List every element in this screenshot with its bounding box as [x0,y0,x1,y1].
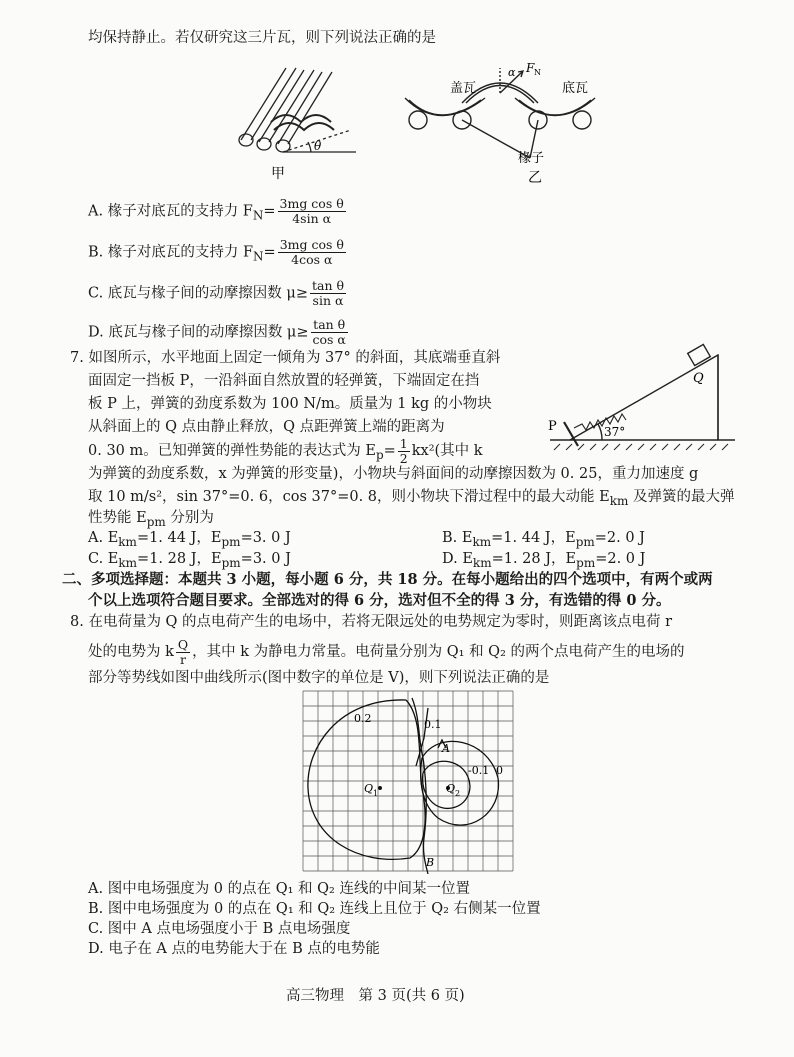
force-label: F [526,61,535,75]
label-q2: Q [446,782,456,795]
q8-option-c: C. 图中 A 点电场强度小于 B 点电场强度 [88,921,351,937]
q6-option-d: D. 底瓦与椽子间的动摩擦因数 μ≥ $\frac{\text{tan θ}}{\text{cos α}}$ [88,317,346,347]
label-point-b: B [426,856,435,869]
q8-option-d: D. 电子在 A 点的电势能大于在 B 点的电势能 [88,941,380,957]
label-zero: 0 [496,764,503,777]
q7-line-3: 板 P 上，弹簧的劲度系数为 100 N/m。质量为 1 kg 的小物块 [88,396,492,412]
figure-jia [226,60,366,185]
label-q1-sub: 1 [373,789,379,798]
q1-point [378,786,382,790]
label-minus-0-1: -0.1 [468,764,490,777]
cover-tile-label: 盖瓦 [450,81,477,96]
label-q1: Q [364,782,374,795]
q7-line-7: 取 10 m/s²，sin 37°=0. 6，cos 37°=0. 8，则小物块下滑过程中的最大动能 $E_{km}$ 及弹簧的最大弹 [88,489,735,508]
q7-line-5: 0. 30 m。已知弹簧的弹性势能的表达式为 $E_p=$ $\frac{1}{2}$ kx²(其中 k [88,435,483,466]
figure-yi-caption: 乙 [528,170,542,186]
bottom-tile-label: 底瓦 [562,81,589,96]
figure-equipotential [298,688,518,874]
label-q2-sub: 2 [455,789,461,798]
incline-p-label: P [548,419,557,434]
incline-angle-label: 37° [604,425,626,439]
q7-line-2: 面固定一挡板 P，一沿斜面自然放置的轻弹簧，下端固定在挡 [88,373,480,389]
q7-option-a: A. $E_{km}=1$. 44 J，$E_{pm}=3$. 0 J [88,530,291,549]
q7-option-c: C. $E_{km}=1$. 28 J，$E_{pm}=3$. 0 J [88,551,291,570]
q8-option-a: A. 图中电场强度为 0 的点在 Q₁ 和 Q₂ 连线的中间某一位置 [88,881,470,897]
q7-line-4: 从斜面上的 Q 点由静止释放，Q 点距弹簧上端的距离为 [88,419,445,435]
theta-label: θ [314,139,322,153]
q7-line-6: 为弹簧的劲度系数，x 为弹簧的形变量)，小物块与斜面间的动摩擦因数为 0. 25，重力加速度 g [88,466,699,482]
intro-text: 均保持静止。若仅研究这三片瓦，则下列说法正确的是 [88,30,436,46]
figure-yi [400,58,610,188]
force-sub: N [534,68,541,77]
figure-jia-caption: 甲 [271,166,285,182]
q7-option-d: D. $E_{km}=1$. 28 J，$E_{pm}=2$. 0 J [442,551,646,570]
alpha-label: α [508,66,516,79]
figure-incline [540,340,740,460]
q8-line-2: 处的电势为 k $\frac{Q}{r}$ ，其中 k 为静电力常量。电荷量分别为 Q₁ 和 Q₂ 的两个点电荷产生的电场的 [88,636,685,667]
q7-option-b: B. $E_{km}=1$. 44 J，$E_{pm}=2$. 0 J [442,530,645,549]
q7-line-8: 性势能 $E_{pm}$ 分别为 [88,510,214,529]
rafter-label: 椽子 [518,151,545,166]
incline-q-label: Q [693,371,704,386]
q6-option-c: C. 底瓦与椽子间的动摩擦因数 μ≥ $\frac{\text{tan θ}}{\text{sin α}}$ [88,278,345,308]
label-point-a: A [442,742,450,755]
q8-line-3: 部分等势线如图中曲线所示(图中数字的单位是 V)，则下列说法正确的是 [88,670,550,686]
section-2-heading-line-1: 二、多项选择题：本题共 3 小题，每小题 6 分，共 18 分。在每小题给出的四个选项中，有两个或两 [62,571,713,588]
q8-line-1: 8. 在电荷量为 Q 的点电荷产生的电场中，若将无限远处的电势规定为零时，则距离该点电荷 r [70,614,673,630]
label-0-2: 0.2 [354,712,372,725]
page-footer: 高三物理 第 3 页(共 6 页) [286,988,465,1004]
q6-option-b: B. 椽子对底瓦的支持力 $F_N=$ $\frac{\text{3mg cos θ}}{\text{4cos α}}$ [88,237,344,267]
section-2-heading-line-2: 个以上选项符合题目要求。全部选对的得 6 分，选对但不全的得 3 分，有选错的得 0 分。 [88,592,671,609]
q6-option-a: A. 椽子对底瓦的支持力 $F_N=$ $\frac{\text{3mg cos θ}}{\text{4sin α}}$ [88,196,344,226]
q8-option-b: B. 图中电场强度为 0 的点在 Q₁ 和 Q₂ 连线上且位于 Q₂ 右侧某一位置 [88,901,541,917]
q7-line-1: 7. 如图所示，水平地面上固定一倾角为 37° 的斜面，其底端垂直斜 [70,350,501,366]
label-0-1: 0.1 [424,718,442,731]
